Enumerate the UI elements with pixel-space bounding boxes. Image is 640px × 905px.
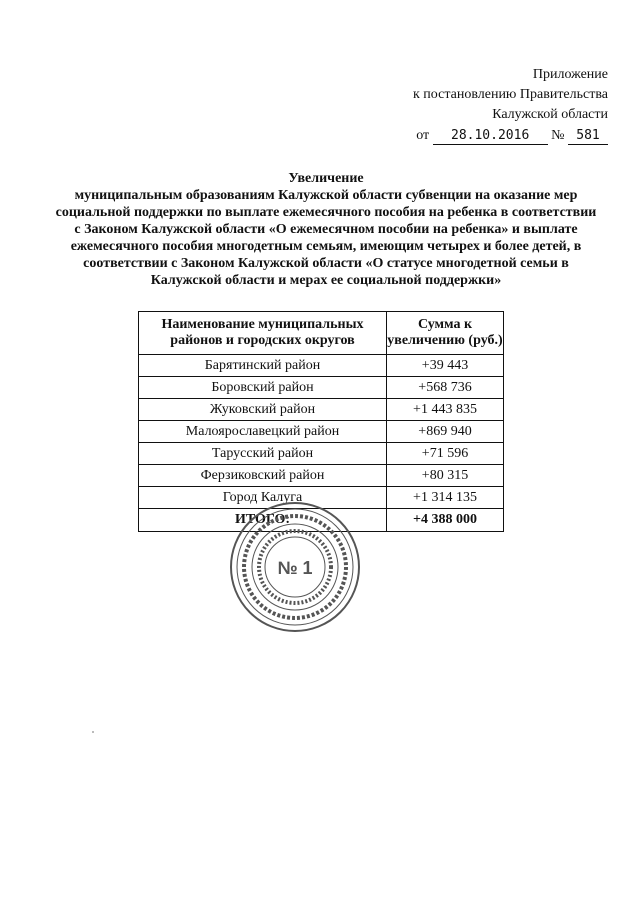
amount-value: +869 940 [387, 421, 504, 443]
title-line: соответствии с Законом Калужской области «О статусе многодетной семьи в [83, 256, 569, 271]
document-title [52, 170, 600, 289]
title-line: ежемесячного пособия многодетным семьям, имеющим четырех и более детей, в [70, 239, 582, 254]
header-resolution: к постановлению Правительства [412, 87, 608, 102]
official-stamp [228, 500, 362, 634]
amount-value: +80 315 [387, 465, 504, 487]
total-amount: +4 388 000 [387, 509, 504, 532]
title-line: муниципальным образованиям Калужской области субвенции на оказание мер [74, 188, 578, 203]
header-region: Калужской области [492, 107, 608, 122]
municipality-name: Барятинский район [139, 355, 387, 377]
number-label: № [551, 128, 565, 143]
municipality-name: Малоярославецкий район [139, 421, 387, 443]
from-label: от [416, 128, 430, 143]
title-heading: Увеличение [288, 171, 364, 186]
table-row [139, 421, 504, 443]
municipality-column-header: Наименование муниципальных районов и городских округов [139, 312, 387, 355]
municipality-name: Жуковский район [139, 399, 387, 421]
amount-value: +1 314 135 [387, 487, 504, 509]
table-row [139, 355, 504, 377]
total-label: ИТОГО: [139, 509, 387, 532]
table-row [139, 443, 504, 465]
amount-value: +1 443 835 [387, 399, 504, 421]
table-row [139, 399, 504, 421]
amounts-table [138, 311, 504, 532]
stamp-number: № 1 [277, 558, 313, 578]
municipality-name: Город Калуга [139, 487, 387, 509]
header-date-number [413, 126, 608, 146]
table-header-row [139, 312, 504, 355]
title-line: Калужской области и мерах ее социальной поддержки» [150, 273, 502, 288]
amount-column-header: Сумма к увеличению (руб.) [387, 312, 504, 355]
amount-value: +39 443 [387, 355, 504, 377]
header-appendix: Приложение [532, 67, 608, 82]
amount-value: +568 736 [387, 377, 504, 399]
title-line: с Законом Калужской области «О ежемесячном пособии на ребенка» и выплате [74, 222, 578, 237]
document-header [413, 65, 608, 146]
resolution-number: 581 [568, 128, 608, 145]
title-line: социальной поддержки по выплате ежемесячного пособия на ребенка в соответствии [55, 205, 597, 220]
resolution-date: 28.10.2016 [433, 128, 548, 145]
municipality-name: Ферзиковский район [139, 465, 387, 487]
table-row [139, 465, 504, 487]
table-row [139, 377, 504, 399]
municipality-name: Тарусский район [139, 443, 387, 465]
amount-value: +71 596 [387, 443, 504, 465]
municipality-name: Боровский район [139, 377, 387, 399]
scan-speck [92, 731, 94, 733]
